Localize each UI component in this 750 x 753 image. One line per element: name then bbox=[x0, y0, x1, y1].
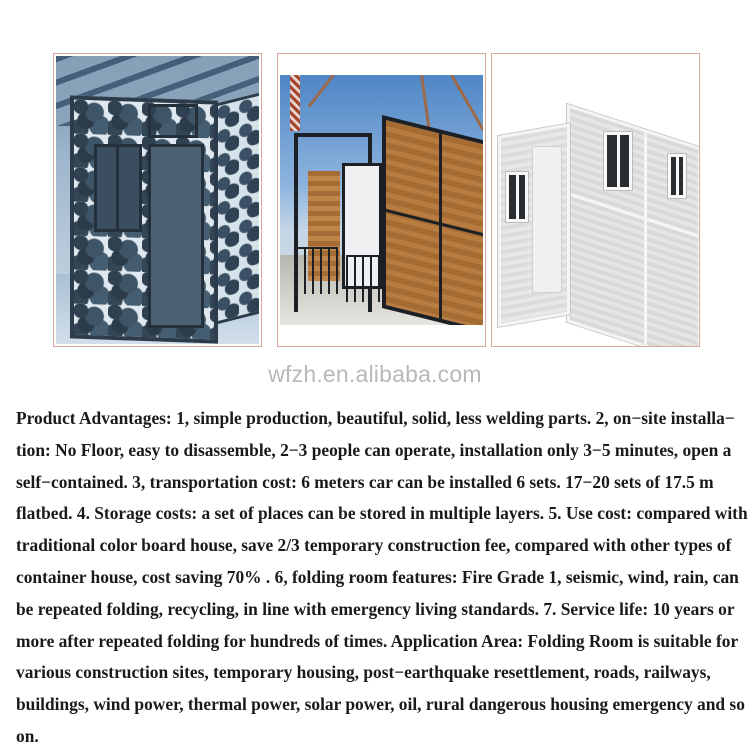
description-line: flatbed. 4. Storage costs: a set of places can be stored in multiple layers. 5. Use cost: compared with bbox=[16, 503, 748, 524]
description-line: buildings, wind power, thermal power, solar power, oil, rural dangerous housing emergency and so bbox=[16, 694, 745, 715]
product-image-white bbox=[491, 53, 700, 347]
container-door bbox=[148, 144, 204, 328]
description-line: various construction sites, temporary housing, post−earthquake resettlement, roads, railways, bbox=[16, 662, 711, 683]
container-side-wall bbox=[567, 104, 700, 347]
container-window bbox=[94, 144, 142, 232]
door-transom bbox=[148, 104, 198, 138]
crane-mast bbox=[290, 75, 300, 131]
description-line: container house, cost saving 70% . 6, folding room features: Fire Grade 1, seismic, wind, rain, can bbox=[16, 566, 739, 587]
description-line: Product Advantages: 1, simple production, beautiful, solid, less welding parts. 2, on−site installa− bbox=[16, 408, 735, 428]
outdoor-scene bbox=[280, 75, 483, 325]
wood-grain-side-wall bbox=[382, 115, 483, 325]
container-window bbox=[506, 172, 528, 222]
description-line: tion: No Floor, easy to disassemble, 2−3 people can operate, installation only 3−5 minutes, open a bbox=[16, 439, 732, 460]
container-window bbox=[604, 132, 632, 190]
container-door bbox=[532, 146, 562, 293]
product-description bbox=[16, 403, 748, 753]
product-image-camouflage bbox=[53, 53, 262, 347]
description-line: traditional color board house, save 2/3 temporary construction fee, compared with other types of bbox=[16, 535, 732, 556]
watermark: wfzh.en.alibaba.com bbox=[268, 361, 482, 387]
porch-railing bbox=[296, 247, 338, 294]
lifting-strap bbox=[308, 75, 335, 107]
product-image-wood bbox=[277, 53, 486, 347]
description-line: self−contained. 3, transportation cost: 6 meters car can be installed 6 sets. 17−20 sets of 17.5 m bbox=[16, 471, 714, 492]
warehouse-scene bbox=[56, 56, 259, 344]
container-side-wall bbox=[214, 92, 259, 325]
container-window bbox=[668, 154, 686, 198]
porch-railing bbox=[346, 255, 380, 302]
description-line: more after repeated folding for hundreds of times. Application Area: Folding Room is suitable for bbox=[16, 630, 739, 651]
description-line: on. bbox=[16, 725, 39, 746]
description-line: be repeated folding, recycling, in line with emergency living standards. 7. Service life: 10 years or bbox=[16, 598, 735, 619]
